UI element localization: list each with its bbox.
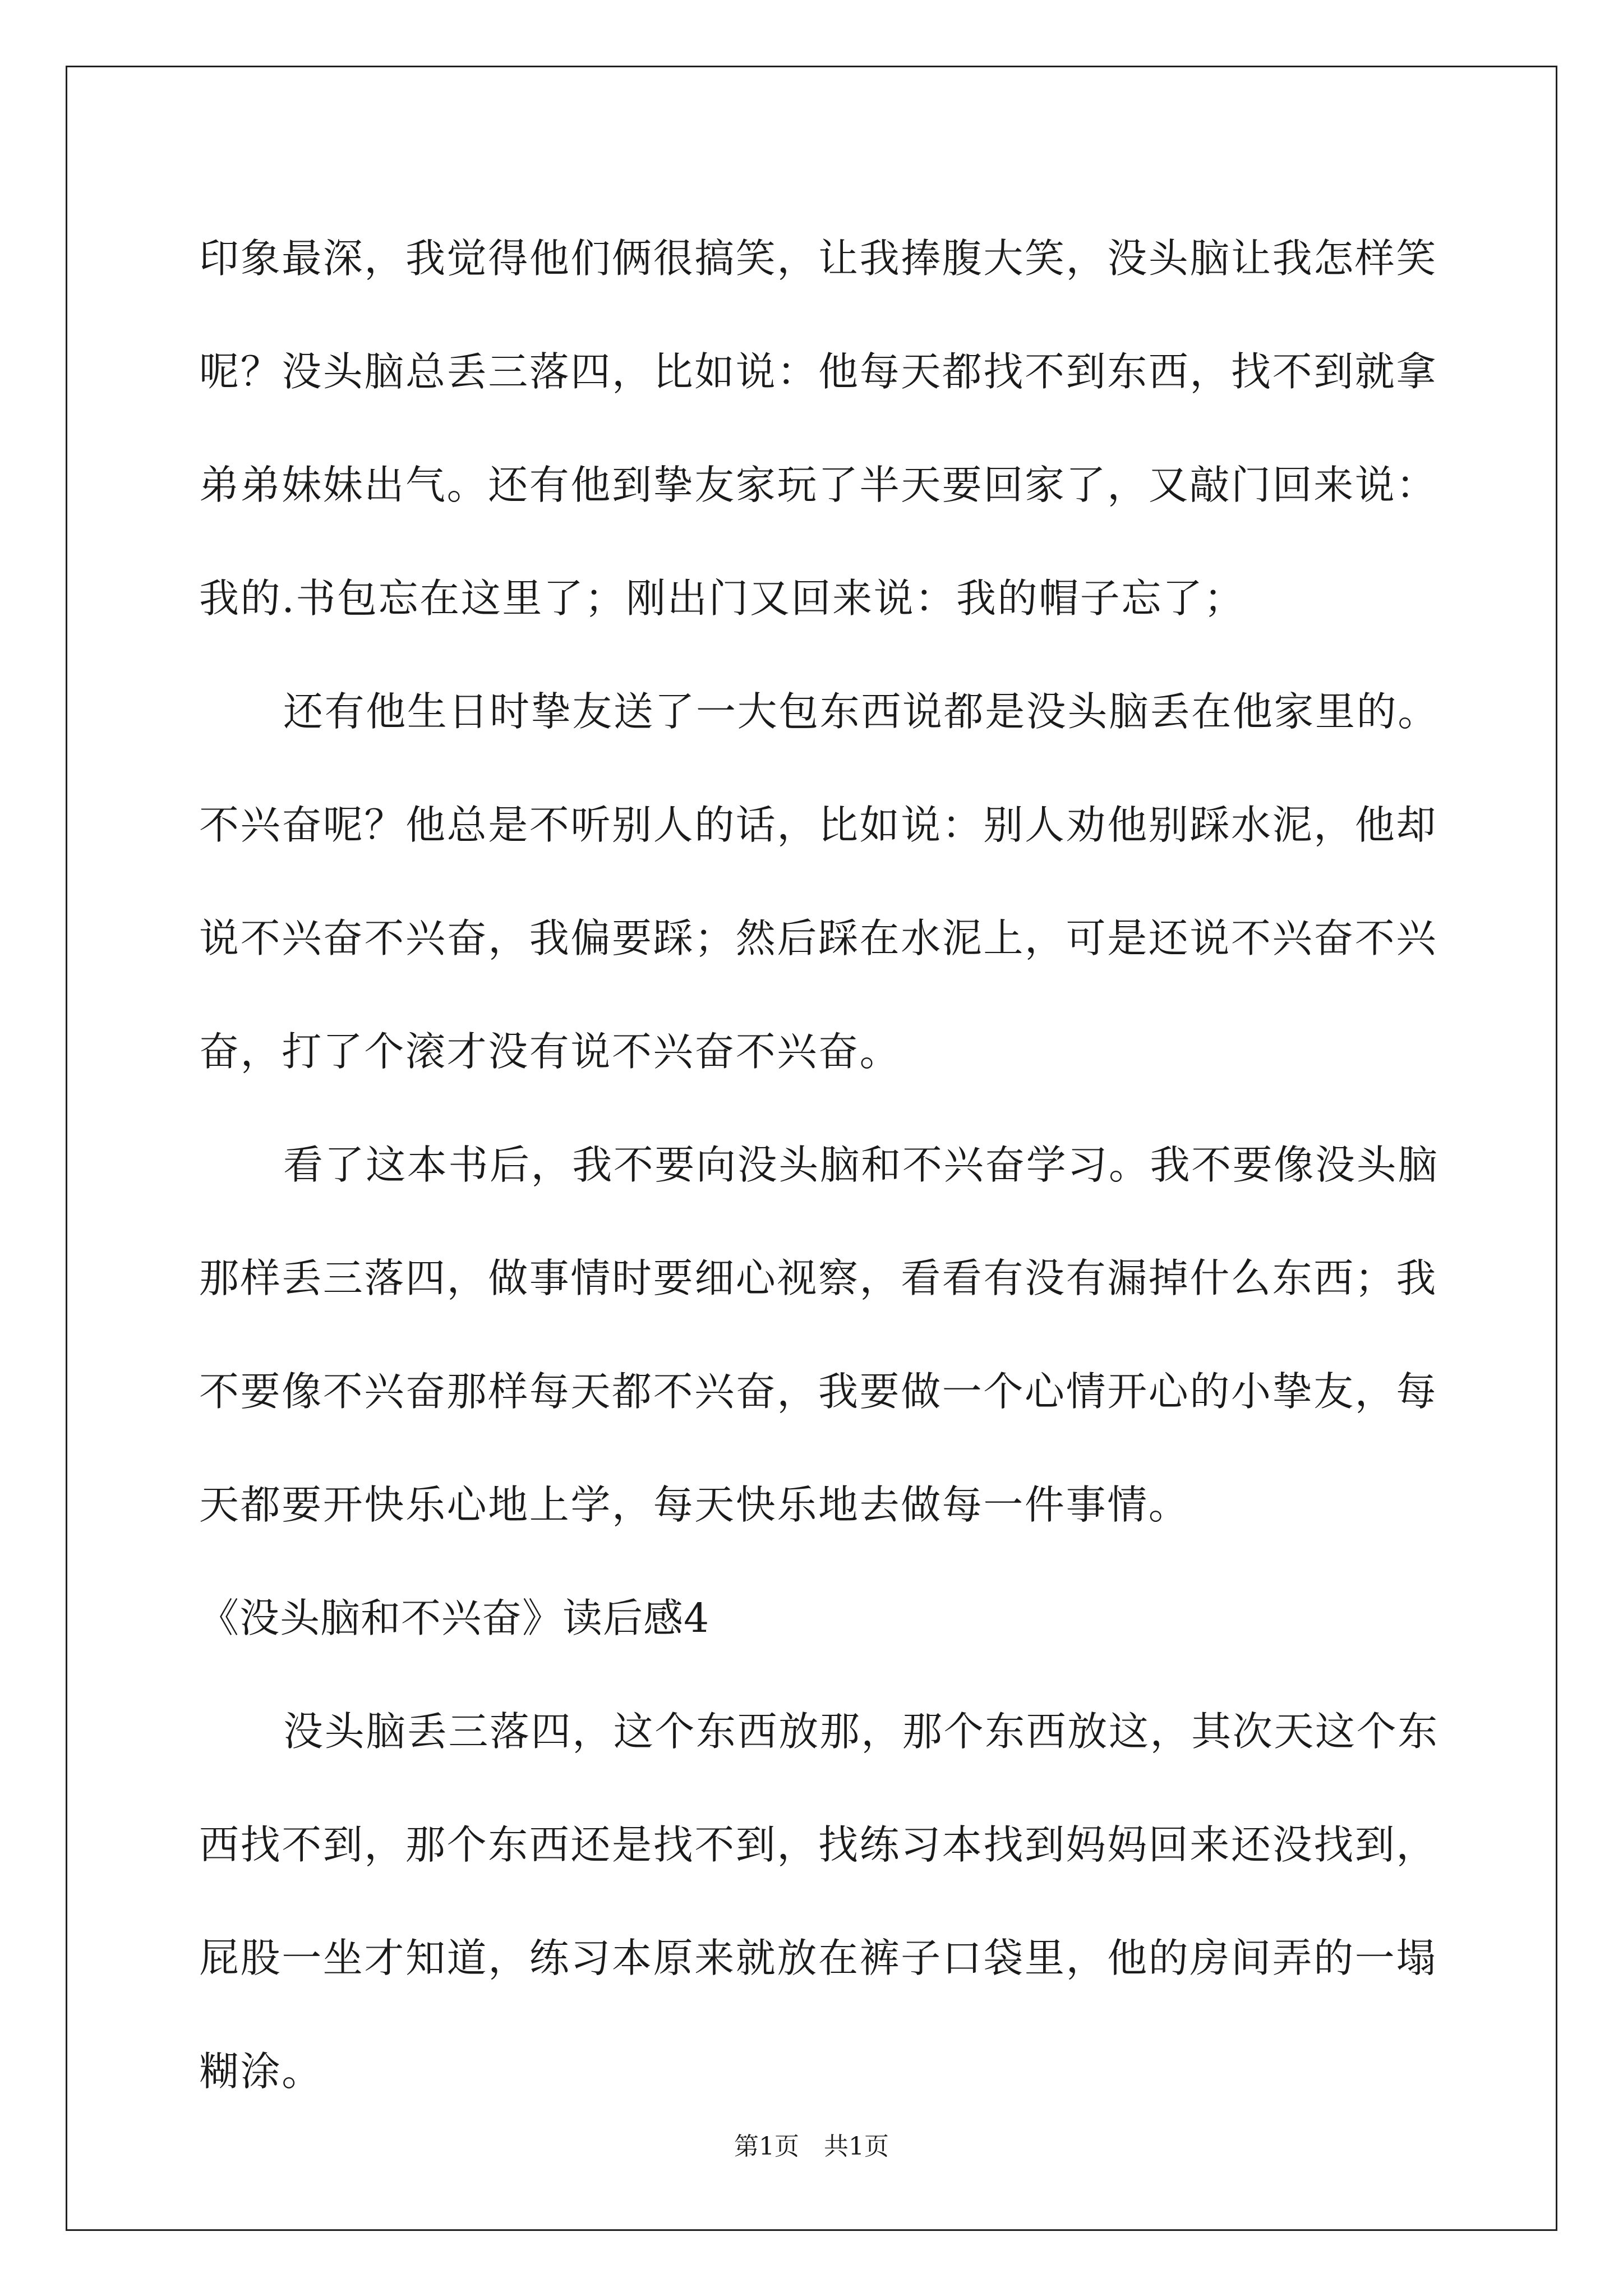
paragraph-start-line: 看了这本书后，我不要向没头脑和不兴奋学习。我不要像没头脑 [283,1142,1439,1188]
text-line: 不要像不兴奋那样每天都不兴奋，我要做一个心情开心的小挚友，每 [199,1368,1438,1415]
page-number-total: 共1页 [824,2132,889,2161]
text-line: 天都要开快乐心地上学，每天快乐地去做每一件事情。 [199,1481,1190,1528]
document-body [199,202,1439,2128]
section-heading: 《没头脑和不兴奋》读后感4 [199,1595,710,1641]
text-line: 我的.书包忘在这里了；刚出门又回来说：我的帽子忘了； [199,575,1246,622]
text-line: 糊涂。 [199,2048,323,2095]
text-line: 奋，打了个滚才没有说不兴奋不兴奋。 [199,1028,901,1075]
text-line: 西找不到，那个东西还是找不到，找练习本找到妈妈回来还没找到， [199,1821,1438,1868]
paragraph-start-line: 还有他生日时挚友送了一大包东西说都是没头脑丢在他家里的。 [283,688,1439,735]
text-line: 说不兴奋不兴奋，我偏要踩；然后踩在水泥上，可是还说不兴奋不兴 [199,915,1438,961]
text-line: 呢？没头脑总丢三落四，比如说：他每天都找不到东西，找不到就拿 [199,348,1438,395]
paragraph-start-line: 没头脑丢三落四，这个东西放那，那个东西放这，其次天这个东 [283,1708,1439,1755]
text-line: 印象最深，我觉得他们俩很搞笑，让我捧腹大笑，没头脑让我怎样笑 [199,235,1438,282]
page-footer [0,2126,1623,2162]
page-number-current: 第1页 [734,2132,799,2161]
text-line: 那样丢三落四，做事情时要细心视察，看看有没有漏掉什么东西；我 [199,1255,1438,1301]
text-line: 不兴奋呢？他总是不听别人的话，比如说：别人劝他别踩水泥，他却 [199,802,1438,848]
text-line: 屁股一坐才知道，练习本原来就放在裤子口袋里，他的房间弄的一塌 [199,1935,1438,1981]
text-line: 弟弟妹妹出气。还有他到挚友家玩了半天要回家了，又敲门回来说： [199,462,1438,508]
